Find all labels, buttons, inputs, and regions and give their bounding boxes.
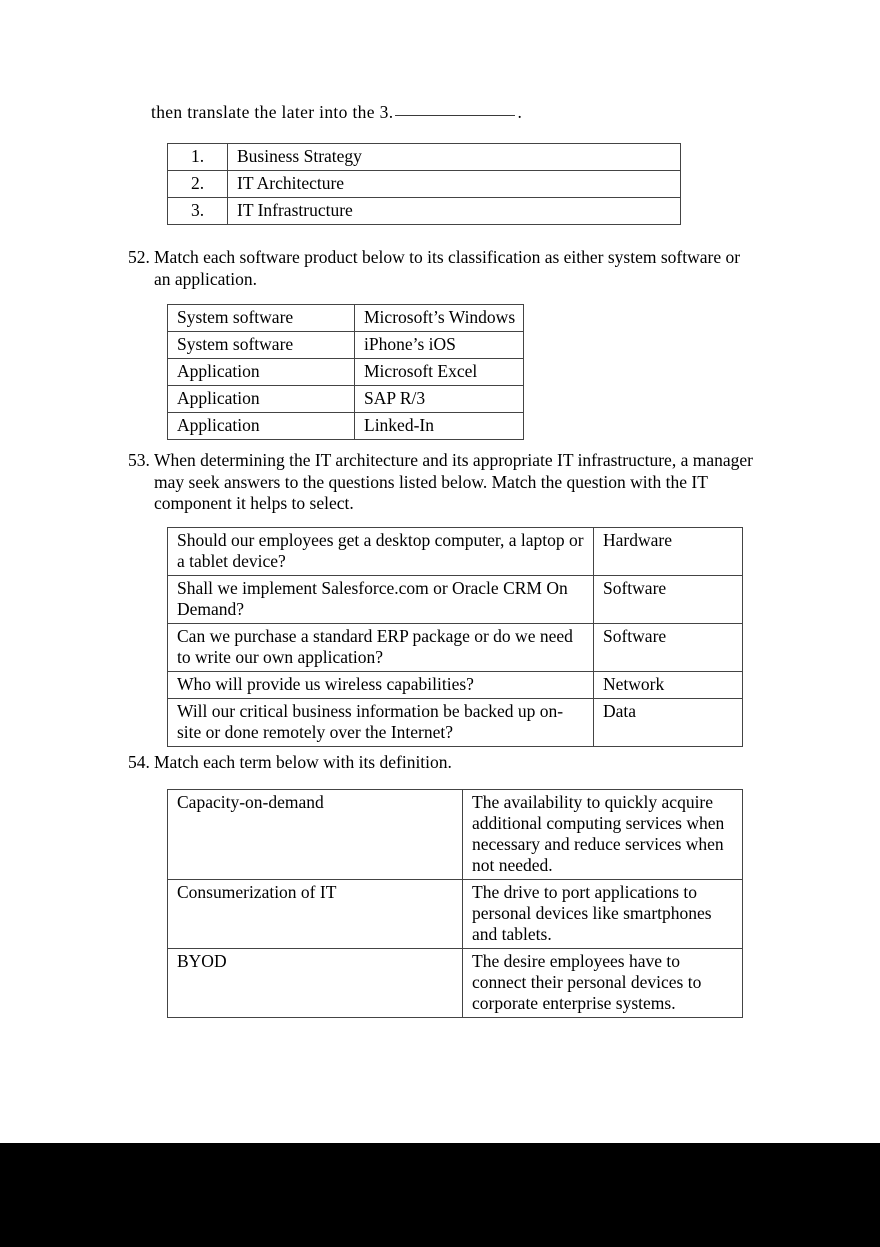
question-number: 54. bbox=[128, 752, 150, 772]
definition-cell: The desire employees have to connect their personal devices to corporate enterprise systems. bbox=[463, 949, 743, 1018]
product-cell: SAP R/3 bbox=[355, 386, 524, 413]
component-cell: Software bbox=[594, 624, 743, 672]
term-cell: Consumerization of IT bbox=[168, 880, 463, 949]
question-number: 52. bbox=[128, 247, 150, 267]
table-row bbox=[168, 528, 743, 576]
table-row bbox=[168, 144, 681, 171]
classification-cell: System software bbox=[168, 305, 355, 332]
question-number: 53. bbox=[128, 450, 150, 470]
question-cell: Will our critical business information be backed up on-site or done remotely over the Internet? bbox=[168, 699, 594, 747]
table-row bbox=[168, 171, 681, 198]
classification-cell: Application bbox=[168, 413, 355, 440]
table-row bbox=[168, 332, 524, 359]
question-text: Match each term below with its definition. bbox=[154, 752, 452, 772]
classification-cell: System software bbox=[168, 332, 355, 359]
table-row bbox=[168, 413, 524, 440]
product-cell: iPhone’s iOS bbox=[355, 332, 524, 359]
row-label: Business Strategy bbox=[228, 144, 681, 171]
intro-text-after: . bbox=[517, 102, 523, 122]
table-row bbox=[168, 790, 743, 880]
intro-sentence bbox=[151, 101, 522, 123]
table-row bbox=[168, 672, 743, 699]
question-cell: Shall we implement Salesforce.com or Oracle CRM On Demand? bbox=[168, 576, 594, 624]
it-component-question-table bbox=[167, 527, 743, 747]
table-row bbox=[168, 198, 681, 225]
fill-in-blank bbox=[395, 115, 515, 116]
question-54 bbox=[128, 752, 753, 774]
term-cell: Capacity-on-demand bbox=[168, 790, 463, 880]
term-definition-table bbox=[167, 789, 743, 1018]
component-cell: Hardware bbox=[594, 528, 743, 576]
software-classification-table bbox=[167, 304, 524, 440]
it-hierarchy-table bbox=[167, 143, 681, 225]
classification-cell: Application bbox=[168, 359, 355, 386]
definition-cell: The availability to quickly acquire additional computing services when necessary and reduce services when not needed. bbox=[463, 790, 743, 880]
question-cell: Who will provide us wireless capabilities? bbox=[168, 672, 594, 699]
table-row bbox=[168, 576, 743, 624]
question-cell: Can we purchase a standard ERP package or do we need to write our own application? bbox=[168, 624, 594, 672]
table-row bbox=[168, 386, 524, 413]
row-number: 2. bbox=[168, 171, 228, 198]
term-cell: BYOD bbox=[168, 949, 463, 1018]
component-cell: Network bbox=[594, 672, 743, 699]
intro-text-before: then translate the later into the 3. bbox=[151, 102, 394, 122]
table-row bbox=[168, 624, 743, 672]
table-row bbox=[168, 359, 524, 386]
classification-cell: Application bbox=[168, 386, 355, 413]
table-row bbox=[168, 699, 743, 747]
row-label: IT Architecture bbox=[228, 171, 681, 198]
product-cell: Linked-In bbox=[355, 413, 524, 440]
product-cell: Microsoft’s Windows bbox=[355, 305, 524, 332]
product-cell: Microsoft Excel bbox=[355, 359, 524, 386]
component-cell: Software bbox=[594, 576, 743, 624]
question-52 bbox=[128, 247, 753, 290]
row-number: 3. bbox=[168, 198, 228, 225]
table-row bbox=[168, 880, 743, 949]
question-53 bbox=[128, 450, 753, 515]
component-cell: Data bbox=[594, 699, 743, 747]
definition-cell: The drive to port applications to personal devices like smartphones and tablets. bbox=[463, 880, 743, 949]
question-text: When determining the IT architecture and its appropriate IT infrastructure, a manager may seek answers to the questions listed below. Match the question with the IT component it helps to select. bbox=[154, 450, 753, 513]
row-number: 1. bbox=[168, 144, 228, 171]
table-row bbox=[168, 949, 743, 1018]
question-cell: Should our employees get a desktop computer, a laptop or a tablet device? bbox=[168, 528, 594, 576]
table-row bbox=[168, 305, 524, 332]
bottom-black-bar bbox=[0, 1143, 880, 1247]
question-text: Match each software product below to its classification as either system software or an application. bbox=[154, 247, 741, 289]
row-label: IT Infrastructure bbox=[228, 198, 681, 225]
